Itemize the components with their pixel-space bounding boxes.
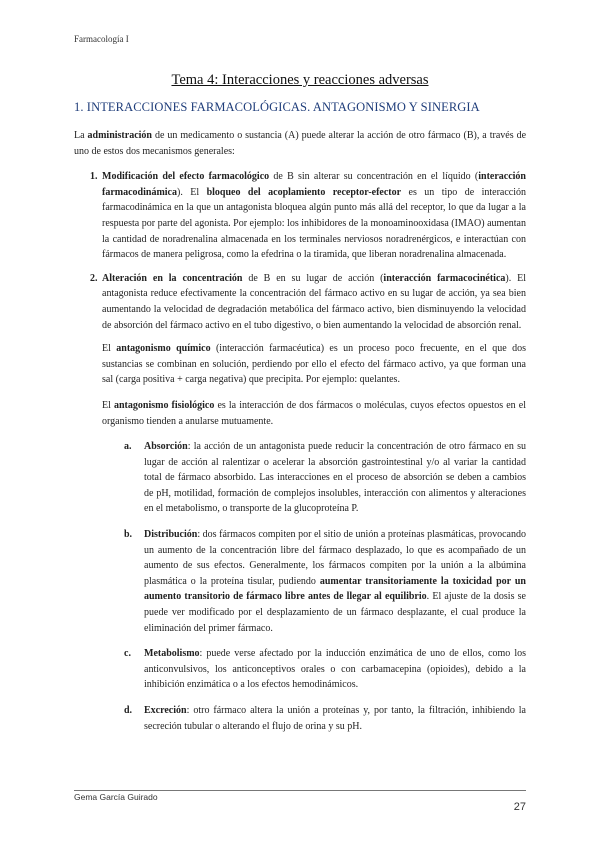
item-term: Excreción [144, 705, 187, 716]
paragraph-text: El [102, 399, 114, 411]
item-text [144, 527, 526, 636]
lettered-list [74, 439, 526, 734]
item-text-part: de B en su lugar de acción ( [242, 272, 384, 284]
intro-paragraph [74, 128, 526, 159]
list-item-excretion [124, 703, 526, 734]
item-letter: c. [124, 648, 131, 660]
item-number: 2. [90, 272, 98, 284]
item-text-part: ). El [177, 186, 207, 198]
footer-divider [74, 790, 526, 791]
item-number: 1. [90, 171, 98, 183]
item-text [102, 271, 526, 333]
item-term: interacción farmacocinética [383, 272, 506, 284]
item-text-part: es un tipo de interacción farmacodinámica en la que un antagonista bloquea algún punto más allá del receptor, lo que da lugar a la respuesta por parte del agonista. Por ejemplo: los inhibidores de la monoaminooxidasa (IMAO) aumentan la cantidad de noradrenalina almacenada en los terminales nerviosos noradrenérgicos, e interactúan con fármacos de manera peligrosa, como la efedrina o la tiramida, que liberan noradrenalina almacenada. [102, 186, 526, 261]
item-term: interacción farmacodinámica [102, 171, 526, 198]
running-header: Farmacología I [74, 34, 129, 44]
paragraph-term: antagonismo fisiológico [114, 399, 215, 411]
paragraph-term: antagonismo químico [116, 343, 211, 355]
document-body [74, 128, 526, 744]
footer-author: Gema García Guirado [74, 792, 158, 802]
intro-text-pre: La [74, 130, 88, 141]
item-term: Modificación del efecto farmacológico [102, 171, 270, 183]
item-term: Metabolismo [144, 648, 200, 660]
item-text [144, 646, 526, 693]
item-text-part: : otro fármaco altera la unión a proteínas y, por tanto, la filtración, inhibiendo la secreción tubular o alterando el flujo de orina y su pH. [144, 705, 526, 732]
item-text-part: : dos fármacos compiten por el sitio de unión a proteínas plasmáticas, provocando un aumento de la concentración libre del fármaco desplazado, lo que es acompañado de un aumento de sus efectos. Generalmente, los fármacos compiten por la unión a la albúmina plasmática o la proteína tisular, pudiendo [144, 529, 526, 587]
item-text [144, 703, 526, 734]
page-title: Tema 4: Interacciones y reacciones adversas [171, 72, 429, 88]
item-term: bloqueo del acoplamiento receptor-efector [206, 186, 402, 198]
numbered-item-2 [74, 271, 526, 333]
item-term: Distribución [144, 529, 198, 541]
item-text [144, 439, 526, 517]
item-text-part: ). El antagonista reduce efectivamente la concentración del fármaco activo en su lugar de acción, ya sea bien aumentando la velocidad de degradación metabólica del fármaco activo, bien disminuyendo la velocidad de absorción del fármaco activo en el tubo digestivo, o bien aumentando la velocidad de absorción renal. [102, 272, 526, 331]
item-letter: d. [124, 705, 133, 716]
item-text-part: de B sin alterar su concentración en el líquido ( [269, 171, 479, 183]
item-text [102, 169, 526, 263]
list-item-absorption [124, 439, 526, 517]
intro-text-post: de un medicamento o sustancia (A) puede alterar la acción de otro fármaco (B), a través de uno de estos dos mecanismos generales: [74, 130, 527, 157]
item-term: aumentar transitoriamente la toxicidad por un aumento transitorio de fármaco libre antes de llegar al equilibrio [144, 575, 526, 603]
physiological-antagonism-paragraph [74, 398, 526, 429]
chemical-antagonism-paragraph [74, 341, 526, 388]
item-text-part: : la acción de un antagonista puede reducir la concentración de otro fármaco en su lugar de acción al ralentizar o acelerar la absorción gastrointestinal y/o al variar la cantidad total de fármaco absorbido. Las interacciones en el proceso de absorción se deben a cambios de pH, motilidad, formación de complejos insolubles, interacción con alimentos y alteraciones en el metabolismo, o transporte de la glucoproteína P. [144, 441, 526, 515]
paragraph-text: (interacción farmacéutica) es un proceso poco frecuente, en el que dos sustancias se combinan en solución, perdiendo por ello el efecto del fármaco activo, ya que forman una sal (carga positiva + carga negativa) que precipita. Por ejemplo: quelantes. [102, 343, 527, 386]
item-term: Absorción [144, 441, 188, 453]
section-heading: 1. INTERACCIONES FARMACOLÓGICAS. ANTAGONISMO Y SINERGIA [74, 100, 480, 114]
list-item-distribution [124, 527, 526, 636]
item-text-part: : puede verse afectado por la inducción enzimática de uno de ellos, como los anticonvulsivos, los anticonceptivos orales o con carbamacepina (opioides), debido a la inhibición enzimática o a los efectos hemodinámicos. [144, 648, 526, 691]
item-letter: a. [124, 441, 132, 453]
paragraph-text: El [102, 343, 117, 355]
item-letter: b. [124, 529, 133, 541]
paragraph-text: es la interacción de dos fármacos o moléculas, cuyos efectos opuestos en el organismo tienden a anularse mutuamente. [102, 399, 526, 427]
item-term: Alteración en la concentración [102, 272, 243, 284]
intro-term: administración [87, 130, 152, 141]
item-text-part: . El ajuste de la dosis se puede ver modificado por el desplazamiento de un fármaco desplazante, el cual produce la eliminación del primer fármaco. [144, 591, 526, 634]
page-number: 27 [513, 801, 526, 813]
numbered-item-1 [74, 169, 526, 263]
list-item-metabolism [124, 646, 526, 693]
